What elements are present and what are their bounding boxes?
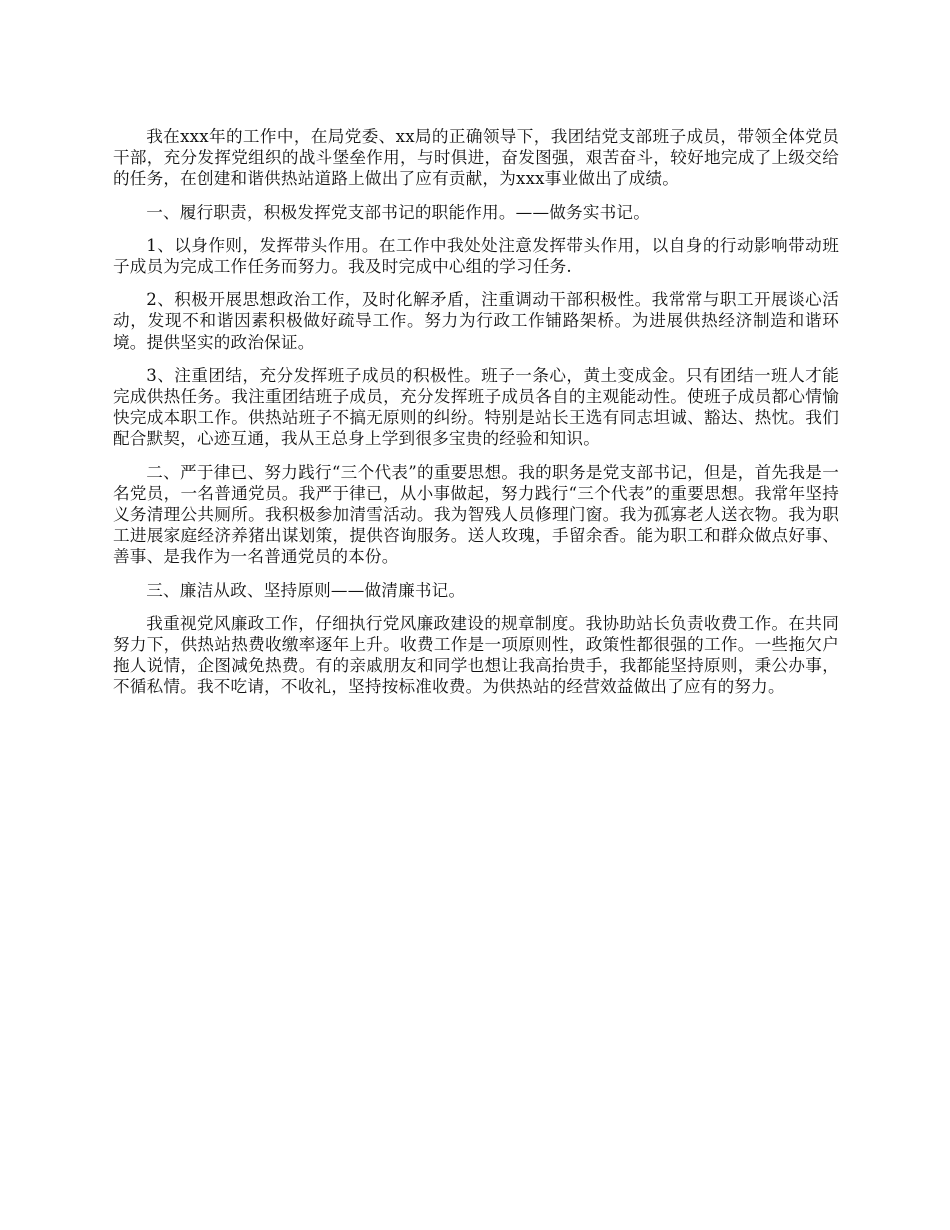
intro-paragraph: 我在xxx年的工作中，在局党委、xx局的正确领导下，我团结党支部班子成员，带领全体党员干部，充分发挥党组织的战斗堡垒作用，与时俱进，奋发图强，艰苦奋斗，较好地完成了上级交给的任务，在创建和谐供热站道路上做出了应有贡献，为xxx事业做出了成绩。	[113, 127, 839, 189]
section-three-heading: 三、廉洁从政、坚持原则——做清廉书记。	[146, 580, 466, 600]
closing-paragraph: 我重视党风廉政工作，仔细执行党风廉政建设的规章制度。我协助站长负责收费工作。在共同努力下，供热站热费收缴率逐年上升。收费工作是一项原则性，政策性都很强的工作。一些拖欠户拖人说情，企图减免热费。有的亲戚朋友和同学也想让我高抬贵手，我都能坚持原则，秉公办事，不循私情。我不吃请，不收礼，坚持按标准收费。为供热站的经营效益做出了应有的努力。	[113, 613, 839, 697]
document-body	[113, 126, 839, 698]
item-one-paragraph: 1、以身作则，发挥带头作用。在工作中我处处注意发挥带头作用，以自身的行动影响带动班子成员为完成工作任务而努力。我及时完成中心组的学习任务.	[113, 235, 839, 277]
item-two-paragraph: 2、积极开展思想政治工作，及时化解矛盾，注重调动干部积极性。我常常与职工开展谈心活动，发现不和谐因素积极做好疏导工作。努力为行政工作铺路架桥。为进展供热经济制造和谐环境。提供坚实的政治保证。	[113, 290, 839, 352]
section-one-heading: 一、履行职责，积极发挥党支部书记的职能作用。——做务实书记。	[146, 202, 650, 222]
section-two-paragraph: 二、严于律已、努力践行“三个代表”的重要思想。我的职务是党支部书记，但是，首先我是一名党员，一名普通党员。我严于律已，从小事做起，努力践行“三个代表”的重要思想。我常年坚持义务清理公共厕所。我积极参加清雪活动。我为智残人员修理门窗。我为孤寡老人送衣物。我为职工进展家庭经济养猪出谋划策，提供咨询服务。送人玫瑰，手留余香。能为职工和群众做点好事、善事、是我作为一名普通党员的本份。	[113, 462, 839, 567]
item-three-paragraph: 3、注重团结，充分发挥班子成员的积极性。班子一条心，黄土变成金。只有团结一班人才能完成供热任务。我注重团结班子成员，充分发挥班子成员各自的主观能动性。使班子成员都心情愉快完成本职工作。供热站班子不搞无原则的纠纷。特别是站长王选有同志坦诚、豁达、热忱。我们配合默契，心迹互通，我从王总身上学到很多宝贵的经验和知识。	[113, 365, 839, 449]
